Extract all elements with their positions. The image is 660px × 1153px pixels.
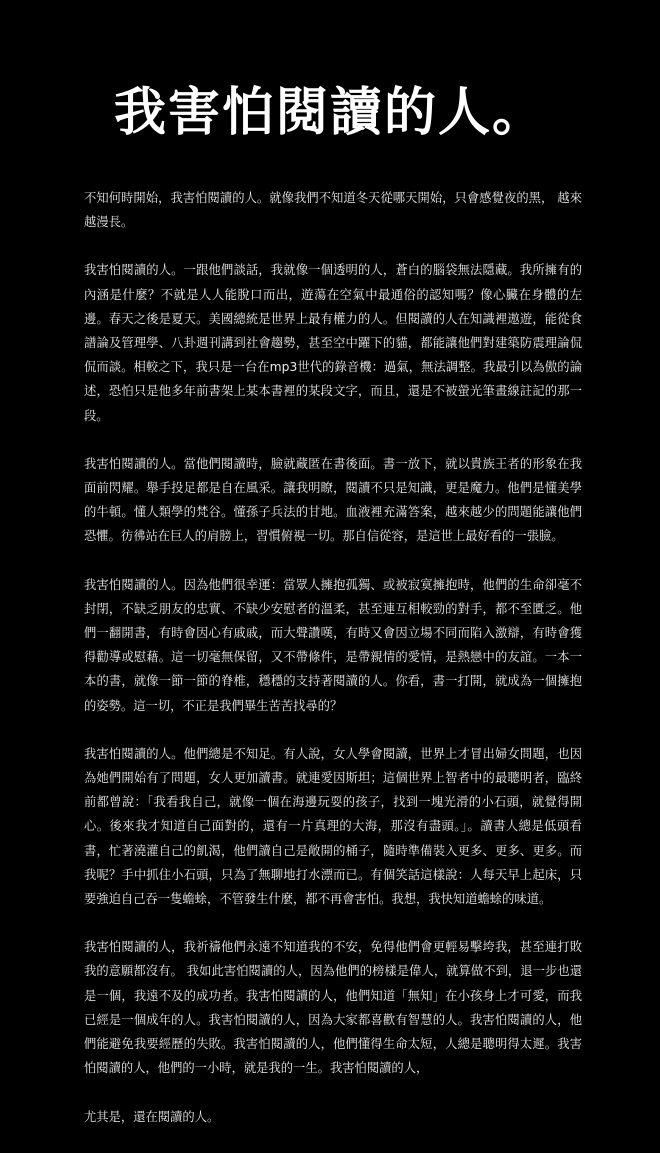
paragraph-7: 尤其是，還在閱讀的人。 bbox=[84, 1109, 220, 1124]
paragraph-1: 不知何時開始，我害怕閱讀的人。就像我們不知道冬天從哪天開始，只會感覺夜的黑， 越來越漫長。 bbox=[84, 191, 582, 230]
paragraph-3: 我害怕閱讀的人。當他們閱讀時，臉就藏匿在書後面。書一放下，就以貴族王者的形象在我面前閃耀。舉手投足都是自在風采。讓我明瞭，閱讀不只是知識，更是魔力。他們是懂美學的牛頓。懂人類學的梵谷。懂孫子兵法的甘地。血液裡充滿答案，越來越少的問題能讓他們恐懼。彷彿站在巨人的肩膀上，習慣俯視一切。那自信從容，是這世上最好看的一張臉。 bbox=[84, 456, 582, 544]
page-title: 我害怕閱讀的人。 bbox=[113, 82, 546, 143]
essay-body bbox=[84, 186, 582, 1153]
paragraph-2: 我害怕閱讀的人。一跟他們談話，我就像一個透明的人，蒼白的腦袋無法隱藏。我所擁有的內涵是什麼？不就是人人能脫口而出，遊蕩在空氣中最通俗的認知嗎？像心臟在身體的左邊。春天之後是夏天。美國總統是世界上最有權力的人。但閱讀的人在知識裡遨遊，能從食譜論及管理學、八卦週刊講到社會趨勢，甚至空中躍下的貓，都能讓他們對建築防震理論侃侃而談。相較之下，我只是一台在mp3世代的錄音機：過氣，無法調整。我最引以為傲的論述，恐怕只是他多年前書架上某本書裡的某段文字，而且，還是不被螢光筆畫線註記的那一段。 bbox=[84, 263, 582, 423]
paragraph-4: 我害怕閱讀的人。因為他們很幸運：當眾人擁抱孤獨、或被寂寞擁抱時，他們的生命卻毫不封閉，不缺乏朋友的忠實、不缺少安慰者的溫柔，甚至連互相較勁的對手，都不至匱乏。他們一翻開書，有時會因心有戚戚，而大聲讚嘆，有時又會因立場不同而陷入激辯，有時會獲得勸導或慰藉。這一切毫無保留，又不帶條件，是帶親情的愛情，是熱戀中的友誼。一本一本的書，就像一節一節的脊椎，穩穩的支持著閱讀的人。你看，書一打開，就成為一個擁抱的姿勢。這一切，不正是我們畢生苦苦找尋的？ bbox=[84, 577, 582, 713]
paragraph-6: 我害怕閱讀的人，我祈禱他們永遠不知道我的不安，免得他們會更輕易擊垮我，甚至連打敗我的意願都沒有。 我如此害怕閱讀的人，因為他們的榜樣是偉人，就算做不到，退一步也還是一個，我遠不及的成功者。我害怕閱讀的人，他們知道「無知」在小孩身上才可愛，而我已經是一個成年的人。我害怕閱讀的人，因為大家都喜歡有智慧的人。我害怕閱讀的人，他們能避免我要經歷的失敗。我害怕閱讀的人，他們懂得生命太短，人總是聰明得太遲。我害怕閱讀的人，他們的一小時，就是我的一生。我害怕閱讀的人， bbox=[84, 940, 582, 1076]
paragraph-5: 我害怕閱讀的人。他們總是不知足。有人說，女人學會閱讀，世界上才冒出婦女問題，也因為她們開始有了問題，女人更加讀書。就連愛因斯坦；這個世界上智者中的最聰明者，臨終前都曾說：「我看我自己，就像一個在海邊玩耍的孩子，找到一塊光滑的小石頭，就覺得開心。後來我才知道自己面對的，還有一片真理的大海，那沒有盡頭。」。讀書人總是低頭看書，忙著澆灌自己的飢渴，他們讀自己是敞開的桶子，隨時準備裝入更多、更多、更多。而我呢？手中抓住小石頭，只為了無聊地打水漂而已。有個笑話這樣說：人每天早上起床，只要強迫自己吞一隻蟾蜍，不管發生什麼，都不再會害怕。我想，我快知道蟾蜍的味道。 bbox=[84, 746, 582, 907]
